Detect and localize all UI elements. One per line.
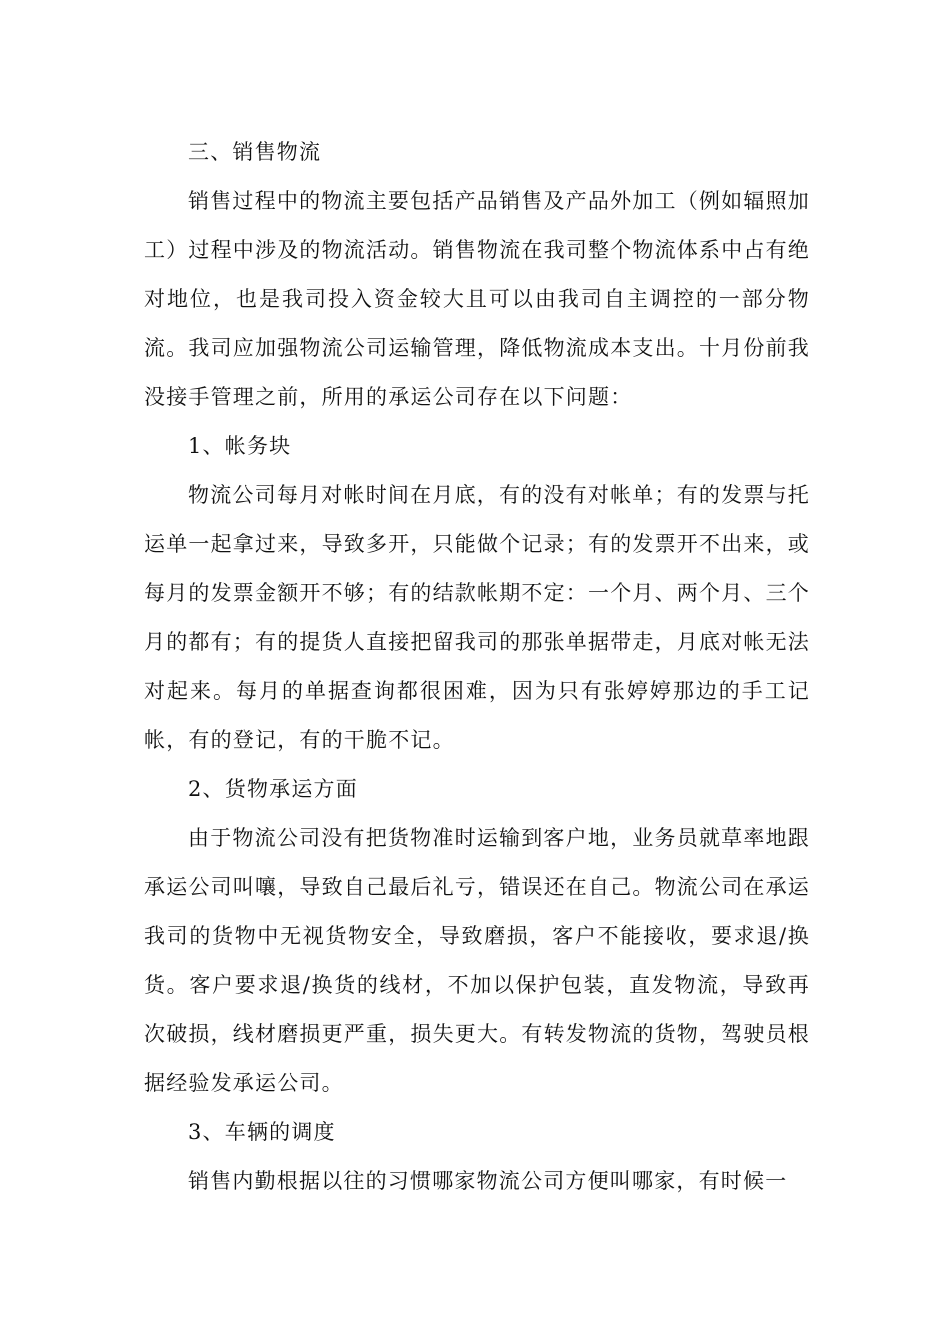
item-heading-dispatch: 3、车辆的调度: [188, 1120, 336, 1144]
document-body: [144, 128, 810, 1206]
item-heading-cargo: 2、货物承运方面: [188, 777, 358, 801]
intro-paragraph: 销售过程中的物流主要包括产品销售及产品外加工（例如辐照加工）过程中涉及的物流活动。销售物流在我司整个物流体系中占有绝对地位，也是我司投入资金较大且可以由我司自主调控的一部分物流。我司应加强物流公司运输管理，降低物流成本支出。十月份前我没接手管理之前，所用的承运公司存在以下问题：: [144, 189, 810, 409]
section-title: 三、销售物流: [188, 140, 322, 164]
item-body-cargo: 由于物流公司没有把货物准时运输到客户地，业务员就草率地跟承运公司叫嚷，导致自己最后礼亏，错误还在自己。物流公司在承运我司的货物中无视货物安全，导致磨损，客户不能接收，要求退/换货。客户要求退/换货的线材，不加以保护包装，直发物流，导致再次破损，线材磨损更严重，损失更大。有转发物流的货物，驾驶员根据经验发承运公司。: [144, 826, 810, 1095]
item-body-dispatch: 销售内勤根据以往的习惯哪家物流公司方便叫哪家，有时候一: [188, 1169, 788, 1193]
item-body-accounts: 物流公司每月对帐时间在月底，有的没有对帐单；有的发票与托运单一起拿过来，导致多开，只能做个记录；有的发票开不出来，或每月的发票金额开不够；有的结款帐期不定：一个月、两个月、三个月的都有；有的提货人直接把留我司的那张单据带走，月底对帐无法对起来。每月的单据查询都很困难，因为只有张婷婷那边的手工记帐，有的登记，有的干脆不记。: [144, 483, 810, 752]
item-heading-accounts: 1、帐务块: [188, 434, 292, 458]
